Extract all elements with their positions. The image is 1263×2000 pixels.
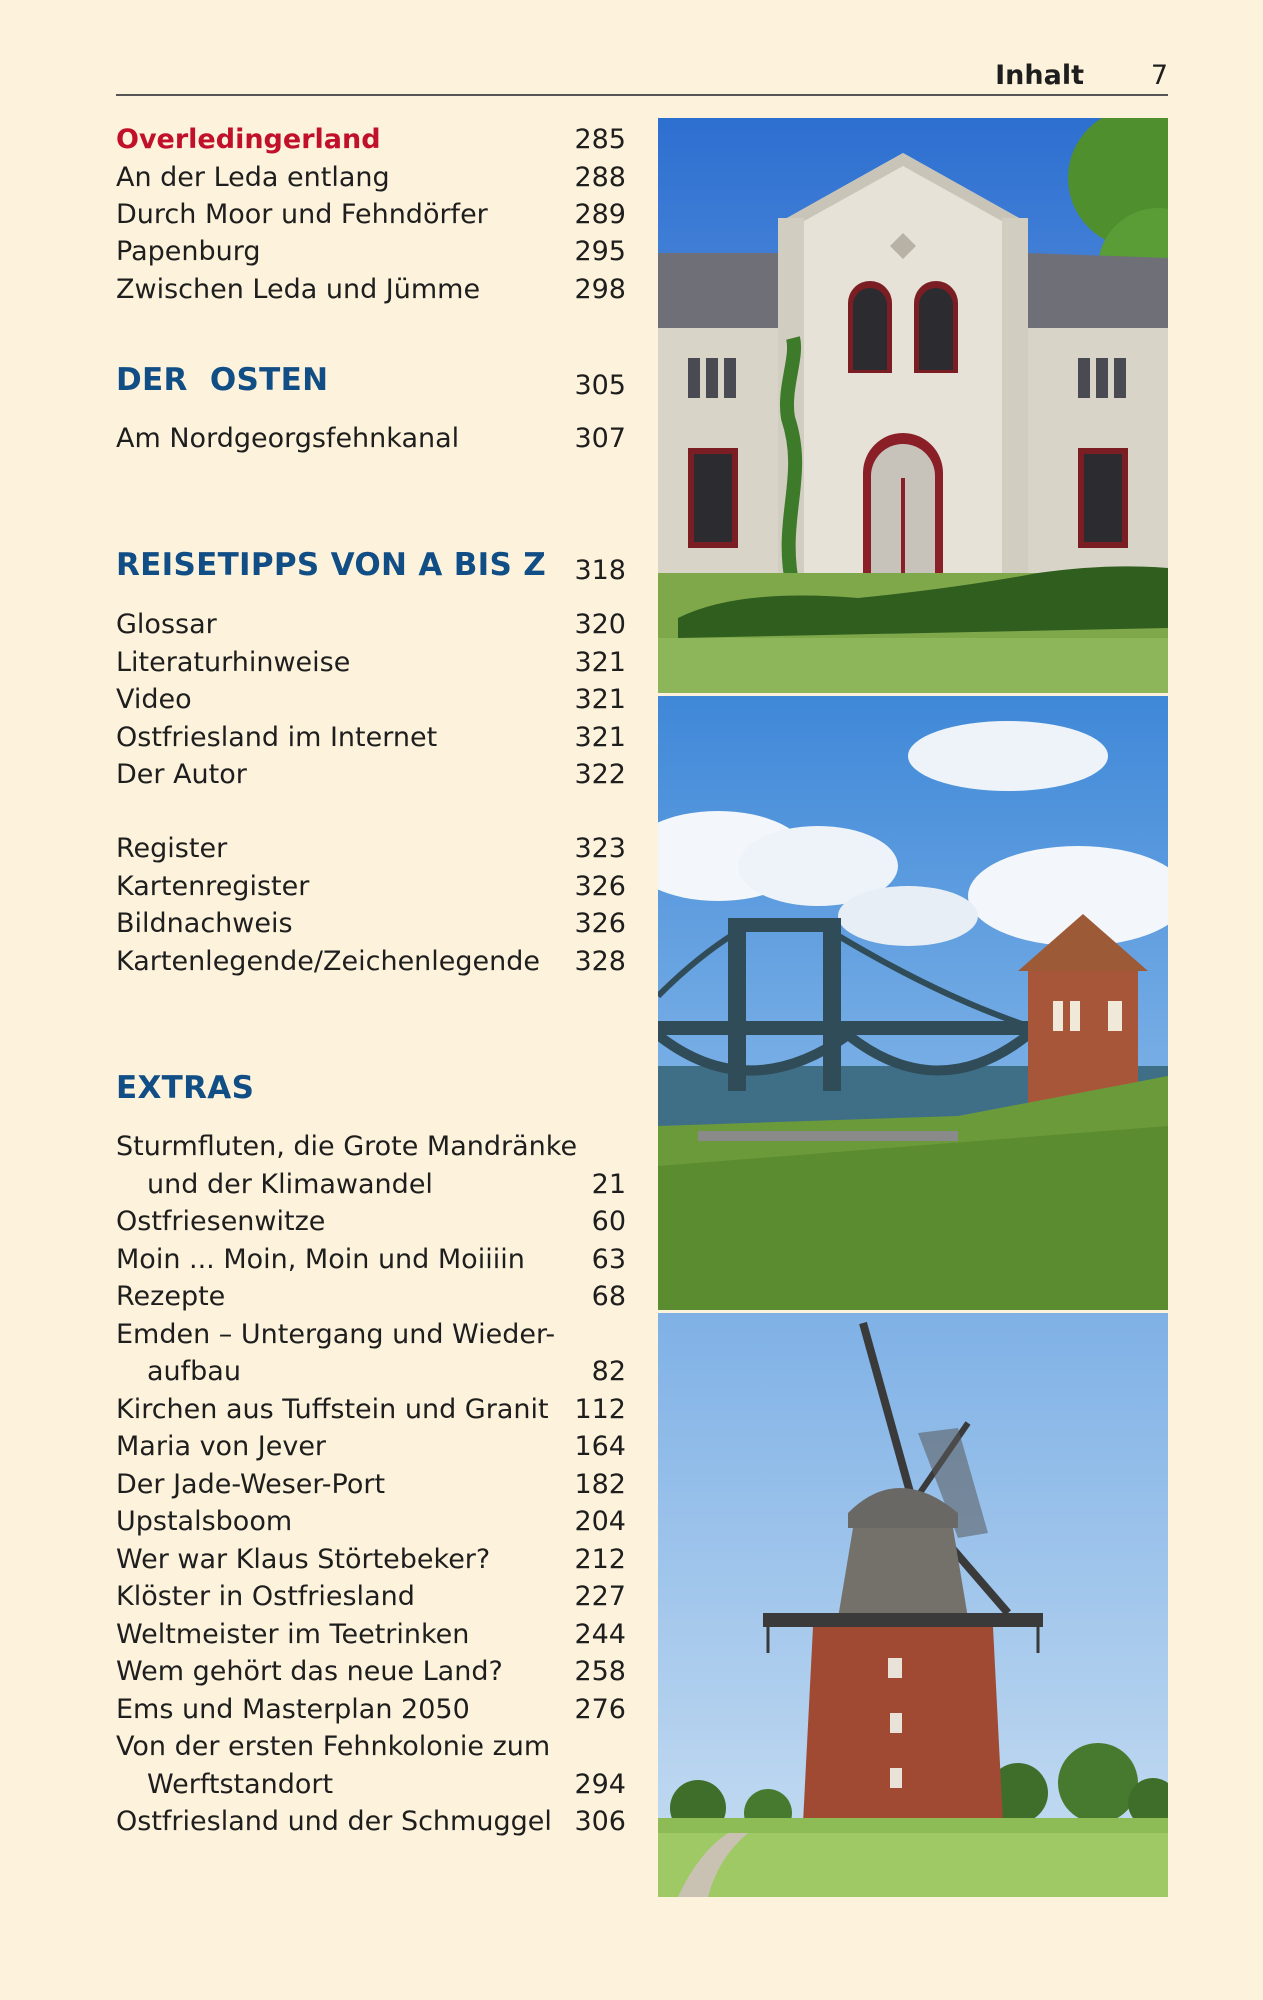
page-ref: 285	[574, 124, 626, 155]
entry-label: Glossar	[116, 609, 217, 640]
toc-entry[interactable]	[116, 1616, 626, 1654]
toc-entry[interactable]	[116, 719, 626, 757]
entry-label: Kartenregister	[116, 871, 310, 902]
toc-entry[interactable]	[116, 271, 626, 309]
entry-label: Video	[116, 684, 192, 715]
entry-label: Zwischen Leda und Jümme	[116, 274, 481, 305]
toc-entry[interactable]	[116, 1803, 626, 1841]
page-ref: 112	[574, 1394, 626, 1425]
page-ref: 289	[574, 199, 626, 230]
toc-entry[interactable]	[116, 943, 626, 981]
page-ref: 21	[591, 1169, 626, 1200]
toc-entry[interactable]	[116, 1578, 626, 1616]
entry-label: Ems und Masterplan 2050	[116, 1694, 470, 1725]
toc-entry[interactable]	[116, 420, 626, 458]
entry-label: und der Klimawandel	[147, 1169, 433, 1200]
entry-label: Rezepte	[116, 1281, 226, 1312]
entry-label: Der Jade-Weser-Port	[116, 1469, 386, 1500]
page-ref: 328	[574, 946, 626, 977]
toc-entry[interactable]	[116, 606, 626, 644]
page-ref: 227	[574, 1581, 626, 1612]
page-ref: 63	[591, 1244, 626, 1275]
entry-label: Ostfriesenwitze	[116, 1206, 326, 1237]
toc-entry[interactable]	[116, 905, 626, 943]
entry-label: Papenburg	[116, 236, 261, 267]
page-ref: 204	[574, 1506, 626, 1537]
section-title: Overledingerland	[116, 124, 381, 155]
page-ref: 326	[574, 871, 626, 902]
page-ref: 294	[574, 1769, 626, 1800]
toc-entry[interactable]	[116, 196, 626, 234]
entry-label: Wem gehört das neue Land?	[116, 1656, 503, 1687]
toc-heading-der-osten[interactable]	[116, 358, 626, 402]
page-header	[116, 54, 1168, 96]
page-ref: 82	[591, 1356, 626, 1387]
page-ref: 322	[574, 759, 626, 790]
toc-entry[interactable]	[116, 1653, 626, 1691]
page-ref: 326	[574, 908, 626, 939]
section-heading: EXTRAS	[116, 1070, 255, 1106]
section-heading: REISETIPPS VON A BIS Z	[116, 547, 547, 583]
entry-label: Durch Moor und Fehndörfer	[116, 199, 488, 230]
toc-entry[interactable]	[116, 1241, 626, 1279]
page-ref: 306	[574, 1806, 626, 1837]
toc-entry[interactable]	[116, 681, 626, 719]
toc-entry[interactable]	[116, 1691, 626, 1729]
entry-label: Werftstandort	[147, 1769, 334, 1800]
page-ref: 305	[574, 370, 626, 401]
entry-label: Von der ersten Fehnkolonie zum	[116, 1731, 551, 1762]
toc-entry[interactable]	[116, 1728, 626, 1766]
toc-entry[interactable]	[116, 1503, 626, 1541]
entry-label: Der Autor	[116, 759, 247, 790]
toc-entry[interactable]	[116, 1278, 626, 1316]
toc-entry-overledingerland[interactable]	[116, 121, 626, 159]
toc-entry[interactable]	[116, 159, 626, 197]
page-ref: 321	[574, 684, 626, 715]
entry-label: An der Leda entlang	[116, 162, 390, 193]
photo-bridge	[658, 696, 1168, 1310]
toc-entry[interactable]	[116, 1391, 626, 1429]
toc-heading-extras	[116, 1066, 626, 1110]
page-ref: 321	[574, 647, 626, 678]
photo-windmill	[658, 1313, 1168, 1897]
entry-label: Upstalsboom	[116, 1506, 293, 1537]
entry-label: Sturmfluten, die Grote Mandränke	[116, 1131, 578, 1162]
toc-entry[interactable]	[116, 644, 626, 682]
toc-entry[interactable]	[116, 1466, 626, 1504]
page-ref: 244	[574, 1619, 626, 1650]
page-ref: 298	[574, 274, 626, 305]
entry-label: Bildnachweis	[116, 908, 293, 939]
toc-entry[interactable]	[116, 1541, 626, 1579]
page-ref: 258	[574, 1656, 626, 1687]
entry-label: Moin ... Moin, Moin und Moiiiin	[116, 1244, 525, 1275]
toc-entry[interactable]	[116, 233, 626, 271]
page-ref: 182	[574, 1469, 626, 1500]
toc-entry[interactable]	[116, 868, 626, 906]
entry-label: Kirchen aus Tuffstein und Granit	[116, 1394, 549, 1425]
page-ref: 212	[574, 1544, 626, 1575]
toc-entry[interactable]	[116, 830, 626, 868]
page-ref: 60	[591, 1206, 626, 1237]
entry-label: Klöster in Ostfriesland	[116, 1581, 415, 1612]
toc-entry[interactable]	[116, 1428, 626, 1466]
entry-label: Ostfriesland im Internet	[116, 722, 438, 753]
entry-label: Weltmeister im Teetrinken	[116, 1619, 470, 1650]
entry-label: Register	[116, 833, 228, 864]
running-head: Inhalt	[995, 60, 1084, 91]
toc-entry[interactable]	[116, 1766, 626, 1804]
entry-label: Maria von Jever	[116, 1431, 327, 1462]
page-ref: 68	[591, 1281, 626, 1312]
section-heading: DER OSTEN	[116, 362, 329, 398]
page-ref: 320	[574, 609, 626, 640]
toc-entry[interactable]	[116, 756, 626, 794]
toc-entry[interactable]	[116, 1203, 626, 1241]
entry-label: Emden – Untergang und Wieder-	[116, 1319, 556, 1350]
photo-house	[658, 118, 1168, 693]
toc-entry[interactable]	[116, 1316, 626, 1354]
entry-label: Wer war Klaus Störtebeker?	[116, 1544, 491, 1575]
page-number: 7	[1150, 60, 1168, 91]
toc-entry[interactable]	[116, 1353, 626, 1391]
page-ref: 323	[574, 833, 626, 864]
entry-label: aufbau	[147, 1356, 241, 1387]
page-ref: 164	[574, 1431, 626, 1462]
toc-entry[interactable]	[116, 1128, 626, 1166]
page-ref: 318	[574, 555, 626, 586]
entry-label: Am Nordgeorgsfehnkanal	[116, 423, 460, 454]
page-ref: 295	[574, 236, 626, 267]
page-ref: 276	[574, 1694, 626, 1725]
page-ref: 307	[574, 423, 626, 454]
page-ref: 321	[574, 722, 626, 753]
toc-entry[interactable]	[116, 1166, 626, 1204]
toc-heading-reisetipps[interactable]	[116, 543, 626, 587]
entry-label: Literaturhinweise	[116, 647, 351, 678]
entry-label: Kartenlegende/Zeichenlegende	[116, 946, 541, 977]
page-ref: 288	[574, 162, 626, 193]
entry-label: Ostfriesland und der Schmuggel	[116, 1806, 552, 1837]
